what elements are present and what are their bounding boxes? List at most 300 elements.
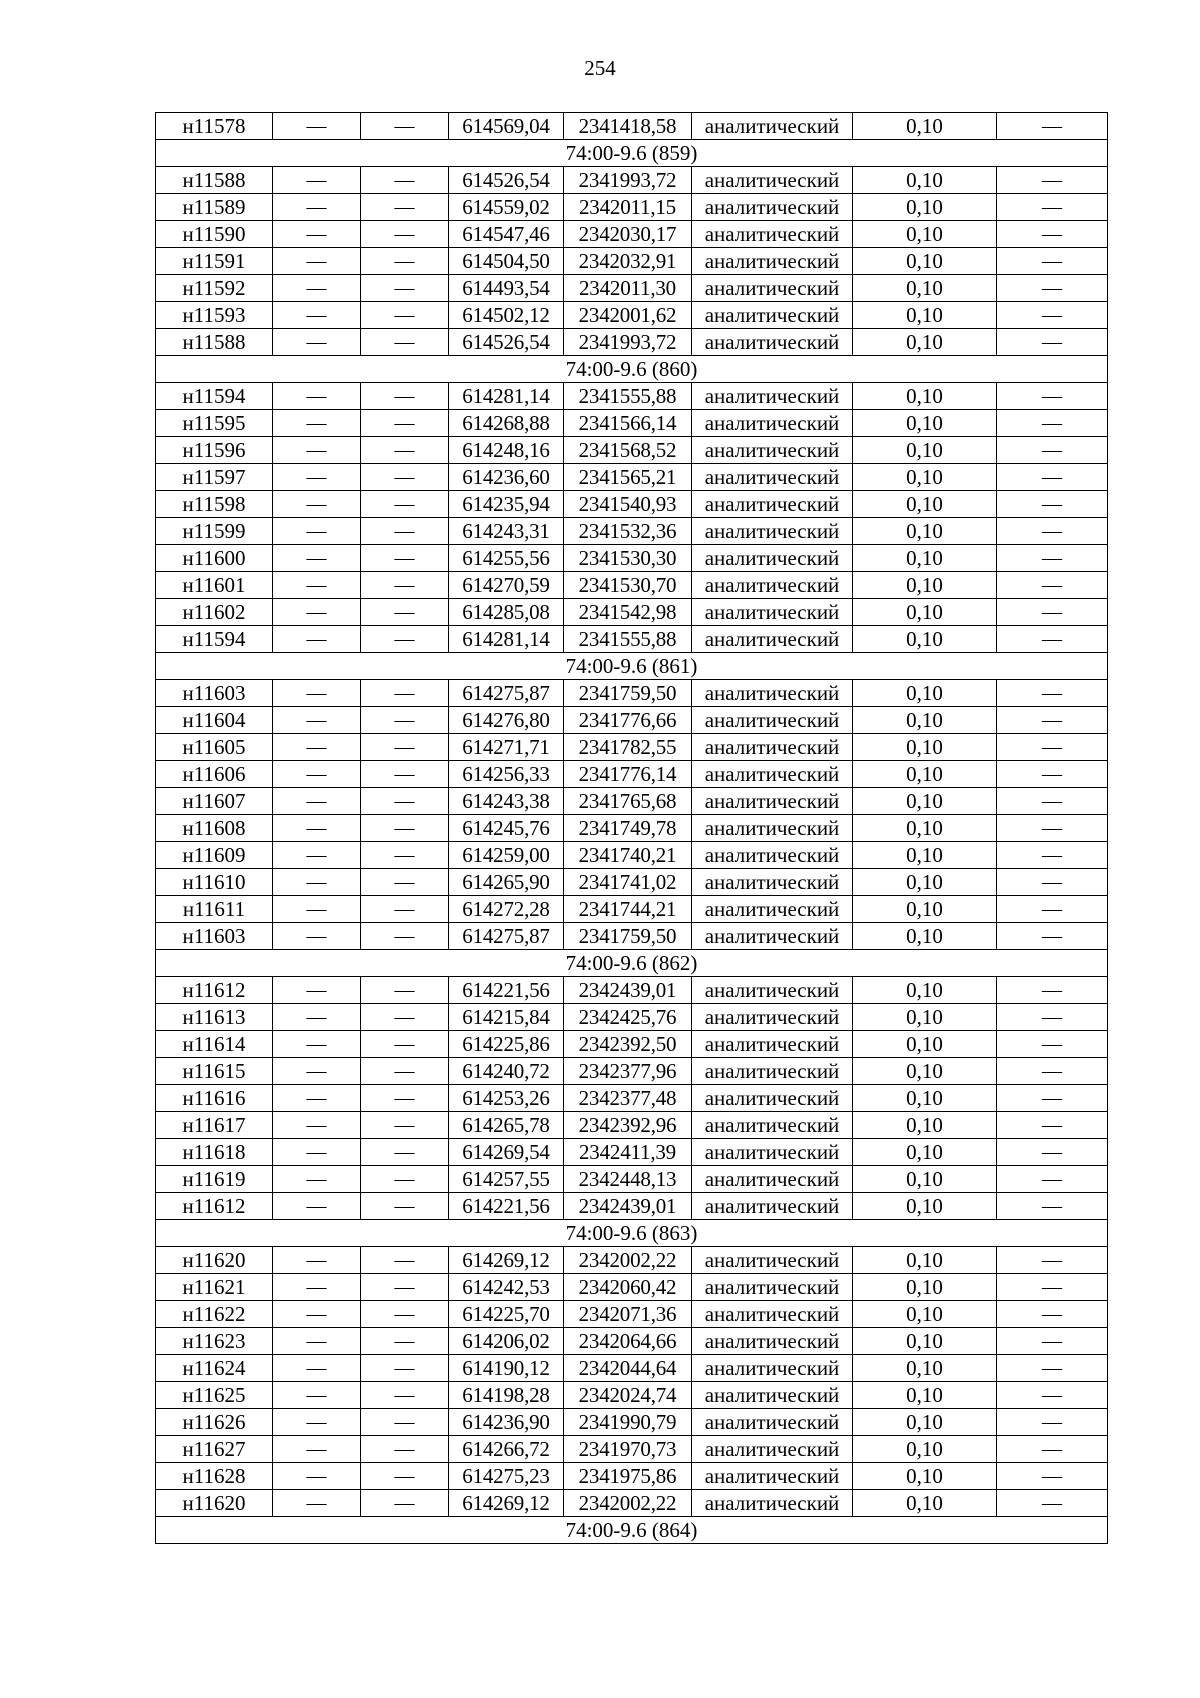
y-coordinate-cell: 2342060,42	[564, 1274, 692, 1301]
dash-cell: —	[997, 1301, 1108, 1328]
dash-cell: —	[273, 1031, 361, 1058]
method-cell: аналитический	[692, 1355, 853, 1382]
dash-cell: —	[273, 113, 361, 140]
y-coordinate-cell: 2342011,30	[564, 275, 692, 302]
table-row	[156, 248, 1108, 275]
point-id-cell: н11592	[156, 275, 273, 302]
dash-cell: —	[361, 518, 449, 545]
y-coordinate-cell: 2341759,50	[564, 680, 692, 707]
y-coordinate-cell: 2342024,74	[564, 1382, 692, 1409]
table-row	[156, 329, 1108, 356]
method-cell: аналитический	[692, 896, 853, 923]
dash-cell: —	[997, 1058, 1108, 1085]
x-coordinate-cell: 614266,72	[449, 1436, 564, 1463]
point-id-cell: н11622	[156, 1301, 273, 1328]
accuracy-cell: 0,10	[853, 599, 997, 626]
x-coordinate-cell: 614502,12	[449, 302, 564, 329]
y-coordinate-cell: 2342071,36	[564, 1301, 692, 1328]
method-cell: аналитический	[692, 113, 853, 140]
table-row	[156, 464, 1108, 491]
dash-cell: —	[997, 842, 1108, 869]
y-coordinate-cell: 2341993,72	[564, 167, 692, 194]
accuracy-cell: 0,10	[853, 410, 997, 437]
x-coordinate-cell: 614271,71	[449, 734, 564, 761]
table-row	[156, 302, 1108, 329]
dash-cell: —	[273, 275, 361, 302]
dash-cell: —	[273, 1409, 361, 1436]
dash-cell: —	[997, 1409, 1108, 1436]
x-coordinate-cell: 614240,72	[449, 1058, 564, 1085]
page-number: 254	[584, 56, 616, 80]
x-coordinate-cell: 614243,38	[449, 788, 564, 815]
x-coordinate-cell: 614236,60	[449, 464, 564, 491]
table-row	[156, 1139, 1108, 1166]
dash-cell: —	[273, 1490, 361, 1517]
y-coordinate-cell: 2342002,22	[564, 1247, 692, 1274]
section-header-row	[156, 356, 1108, 383]
y-coordinate-cell: 2341782,55	[564, 734, 692, 761]
accuracy-cell: 0,10	[853, 1139, 997, 1166]
table-row	[156, 1436, 1108, 1463]
table-row	[156, 1301, 1108, 1328]
dash-cell: —	[997, 896, 1108, 923]
dash-cell: —	[997, 221, 1108, 248]
point-id-cell: н11607	[156, 788, 273, 815]
dash-cell: —	[361, 599, 449, 626]
method-cell: аналитический	[692, 167, 853, 194]
dash-cell: —	[273, 410, 361, 437]
point-id-cell: н11597	[156, 464, 273, 491]
method-cell: аналитический	[692, 248, 853, 275]
x-coordinate-cell: 614285,08	[449, 599, 564, 626]
dash-cell: —	[997, 383, 1108, 410]
accuracy-cell: 0,10	[853, 518, 997, 545]
dash-cell: —	[273, 167, 361, 194]
y-coordinate-cell: 2341530,30	[564, 545, 692, 572]
accuracy-cell: 0,10	[853, 680, 997, 707]
dash-cell: —	[361, 491, 449, 518]
accuracy-cell: 0,10	[853, 194, 997, 221]
dash-cell: —	[273, 518, 361, 545]
dash-cell: —	[997, 680, 1108, 707]
table-row	[156, 410, 1108, 437]
accuracy-cell: 0,10	[853, 383, 997, 410]
dash-cell: —	[273, 1193, 361, 1220]
point-id-cell: н11620	[156, 1247, 273, 1274]
accuracy-cell: 0,10	[853, 1193, 997, 1220]
accuracy-cell: 0,10	[853, 815, 997, 842]
x-coordinate-cell: 614225,70	[449, 1301, 564, 1328]
dash-cell: —	[997, 464, 1108, 491]
x-coordinate-cell: 614272,28	[449, 896, 564, 923]
section-label: 74:00-9.6 (862)	[156, 950, 1108, 977]
method-cell: аналитический	[692, 1004, 853, 1031]
point-id-cell: н11611	[156, 896, 273, 923]
point-id-cell: н11598	[156, 491, 273, 518]
accuracy-cell: 0,10	[853, 788, 997, 815]
y-coordinate-cell: 2342032,91	[564, 248, 692, 275]
dash-cell: —	[273, 1112, 361, 1139]
section-label: 74:00-9.6 (863)	[156, 1220, 1108, 1247]
accuracy-cell: 0,10	[853, 923, 997, 950]
dash-cell: —	[273, 1274, 361, 1301]
dash-cell: —	[997, 518, 1108, 545]
dash-cell: —	[361, 1301, 449, 1328]
y-coordinate-cell: 2342439,01	[564, 1193, 692, 1220]
table-row	[156, 788, 1108, 815]
accuracy-cell: 0,10	[853, 113, 997, 140]
x-coordinate-cell: 614243,31	[449, 518, 564, 545]
dash-cell: —	[273, 248, 361, 275]
method-cell: аналитический	[692, 680, 853, 707]
accuracy-cell: 0,10	[853, 572, 997, 599]
table-row	[156, 1409, 1108, 1436]
method-cell: аналитический	[692, 1301, 853, 1328]
coordinates-table-body	[156, 113, 1108, 1544]
dash-cell: —	[361, 1058, 449, 1085]
dash-cell: —	[997, 1193, 1108, 1220]
point-id-cell: н11589	[156, 194, 273, 221]
dash-cell: —	[361, 1436, 449, 1463]
y-coordinate-cell: 2341418,58	[564, 113, 692, 140]
accuracy-cell: 0,10	[853, 1166, 997, 1193]
method-cell: аналитический	[692, 275, 853, 302]
point-id-cell: н11612	[156, 1193, 273, 1220]
dash-cell: —	[997, 167, 1108, 194]
dash-cell: —	[273, 545, 361, 572]
table-row	[156, 707, 1108, 734]
dash-cell: —	[361, 1004, 449, 1031]
table-row	[156, 1247, 1108, 1274]
x-coordinate-cell: 614269,12	[449, 1490, 564, 1517]
method-cell: аналитический	[692, 1382, 853, 1409]
x-coordinate-cell: 614221,56	[449, 1193, 564, 1220]
point-id-cell: н11624	[156, 1355, 273, 1382]
method-cell: аналитический	[692, 383, 853, 410]
method-cell: аналитический	[692, 1436, 853, 1463]
y-coordinate-cell: 2341530,70	[564, 572, 692, 599]
dash-cell: —	[361, 1382, 449, 1409]
x-coordinate-cell: 614493,54	[449, 275, 564, 302]
dash-cell: —	[997, 626, 1108, 653]
y-coordinate-cell: 2341568,52	[564, 437, 692, 464]
y-coordinate-cell: 2342411,39	[564, 1139, 692, 1166]
table-row	[156, 1058, 1108, 1085]
y-coordinate-cell: 2342011,15	[564, 194, 692, 221]
dash-cell: —	[997, 491, 1108, 518]
method-cell: аналитический	[692, 734, 853, 761]
method-cell: аналитический	[692, 518, 853, 545]
x-coordinate-cell: 614275,23	[449, 1463, 564, 1490]
dash-cell: —	[997, 545, 1108, 572]
dash-cell: —	[361, 329, 449, 356]
dash-cell: —	[361, 545, 449, 572]
method-cell: аналитический	[692, 221, 853, 248]
accuracy-cell: 0,10	[853, 221, 997, 248]
dash-cell: —	[997, 1274, 1108, 1301]
method-cell: аналитический	[692, 1490, 853, 1517]
y-coordinate-cell: 2341749,78	[564, 815, 692, 842]
point-id-cell: н11609	[156, 842, 273, 869]
table-row	[156, 491, 1108, 518]
accuracy-cell: 0,10	[853, 1004, 997, 1031]
table-row	[156, 869, 1108, 896]
table-row	[156, 734, 1108, 761]
method-cell: аналитический	[692, 1031, 853, 1058]
table-row	[156, 1274, 1108, 1301]
x-coordinate-cell: 614275,87	[449, 923, 564, 950]
dash-cell: —	[273, 1301, 361, 1328]
dash-cell: —	[997, 1031, 1108, 1058]
dash-cell: —	[273, 221, 361, 248]
dash-cell: —	[361, 788, 449, 815]
table-row	[156, 1490, 1108, 1517]
x-coordinate-cell: 614225,86	[449, 1031, 564, 1058]
method-cell: аналитический	[692, 1193, 853, 1220]
point-id-cell: н11620	[156, 1490, 273, 1517]
table-row	[156, 518, 1108, 545]
dash-cell: —	[273, 869, 361, 896]
dash-cell: —	[273, 302, 361, 329]
point-id-cell: н11599	[156, 518, 273, 545]
y-coordinate-cell: 2341532,36	[564, 518, 692, 545]
y-coordinate-cell: 2342377,96	[564, 1058, 692, 1085]
method-cell: аналитический	[692, 329, 853, 356]
dash-cell: —	[361, 626, 449, 653]
accuracy-cell: 0,10	[853, 1436, 997, 1463]
dash-cell: —	[361, 1139, 449, 1166]
dash-cell: —	[361, 221, 449, 248]
x-coordinate-cell: 614269,54	[449, 1139, 564, 1166]
dash-cell: —	[361, 437, 449, 464]
point-id-cell: н11623	[156, 1328, 273, 1355]
dash-cell: —	[361, 1166, 449, 1193]
dash-cell: —	[361, 977, 449, 1004]
x-coordinate-cell: 614256,33	[449, 761, 564, 788]
y-coordinate-cell: 2341740,21	[564, 842, 692, 869]
dash-cell: —	[361, 761, 449, 788]
dash-cell: —	[997, 1112, 1108, 1139]
dash-cell: —	[361, 815, 449, 842]
x-coordinate-cell: 614269,12	[449, 1247, 564, 1274]
point-id-cell: н11625	[156, 1382, 273, 1409]
point-id-cell: н11593	[156, 302, 273, 329]
dash-cell: —	[997, 1490, 1108, 1517]
accuracy-cell: 0,10	[853, 1463, 997, 1490]
y-coordinate-cell: 2342030,17	[564, 221, 692, 248]
y-coordinate-cell: 2341744,21	[564, 896, 692, 923]
table-row	[156, 923, 1108, 950]
section-header-row	[156, 140, 1108, 167]
dash-cell: —	[361, 1085, 449, 1112]
accuracy-cell: 0,10	[853, 464, 997, 491]
dash-cell: —	[361, 464, 449, 491]
dash-cell: —	[273, 1463, 361, 1490]
accuracy-cell: 0,10	[853, 977, 997, 1004]
dash-cell: —	[361, 113, 449, 140]
table-row	[156, 842, 1108, 869]
table-row	[156, 1004, 1108, 1031]
dash-cell: —	[997, 437, 1108, 464]
x-coordinate-cell: 614190,12	[449, 1355, 564, 1382]
dash-cell: —	[361, 1247, 449, 1274]
point-id-cell: н11604	[156, 707, 273, 734]
dash-cell: —	[997, 599, 1108, 626]
method-cell: аналитический	[692, 626, 853, 653]
accuracy-cell: 0,10	[853, 437, 997, 464]
x-coordinate-cell: 614242,53	[449, 1274, 564, 1301]
accuracy-cell: 0,10	[853, 167, 997, 194]
table-row	[156, 113, 1108, 140]
method-cell: аналитический	[692, 545, 853, 572]
point-id-cell: н11610	[156, 869, 273, 896]
point-id-cell: н11603	[156, 680, 273, 707]
dash-cell: —	[361, 302, 449, 329]
dash-cell: —	[997, 977, 1108, 1004]
accuracy-cell: 0,10	[853, 707, 997, 734]
table-row	[156, 437, 1108, 464]
accuracy-cell: 0,10	[853, 1490, 997, 1517]
accuracy-cell: 0,10	[853, 869, 997, 896]
x-coordinate-cell: 614265,78	[449, 1112, 564, 1139]
x-coordinate-cell: 614526,54	[449, 167, 564, 194]
dash-cell: —	[361, 869, 449, 896]
dash-cell: —	[273, 680, 361, 707]
dash-cell: —	[997, 734, 1108, 761]
section-label: 74:00-9.6 (860)	[156, 356, 1108, 383]
point-id-cell: н11617	[156, 1112, 273, 1139]
x-coordinate-cell: 614270,59	[449, 572, 564, 599]
dash-cell: —	[361, 734, 449, 761]
table-row	[156, 626, 1108, 653]
table-row	[156, 1463, 1108, 1490]
dash-cell: —	[273, 1139, 361, 1166]
y-coordinate-cell: 2341741,02	[564, 869, 692, 896]
y-coordinate-cell: 2341540,93	[564, 491, 692, 518]
x-coordinate-cell: 614569,04	[449, 113, 564, 140]
dash-cell: —	[273, 572, 361, 599]
dash-cell: —	[273, 923, 361, 950]
method-cell: аналитический	[692, 491, 853, 518]
dash-cell: —	[273, 1166, 361, 1193]
x-coordinate-cell: 614268,88	[449, 410, 564, 437]
table-row	[156, 896, 1108, 923]
y-coordinate-cell: 2342064,66	[564, 1328, 692, 1355]
accuracy-cell: 0,10	[853, 1382, 997, 1409]
dash-cell: —	[361, 1193, 449, 1220]
accuracy-cell: 0,10	[853, 329, 997, 356]
dash-cell: —	[361, 1490, 449, 1517]
x-coordinate-cell: 614255,56	[449, 545, 564, 572]
point-id-cell: н11614	[156, 1031, 273, 1058]
method-cell: аналитический	[692, 1058, 853, 1085]
method-cell: аналитический	[692, 1247, 853, 1274]
method-cell: аналитический	[692, 464, 853, 491]
y-coordinate-cell: 2341970,73	[564, 1436, 692, 1463]
method-cell: аналитический	[692, 1085, 853, 1112]
y-coordinate-cell: 2341566,14	[564, 410, 692, 437]
x-coordinate-cell: 614547,46	[449, 221, 564, 248]
point-id-cell: н11615	[156, 1058, 273, 1085]
point-id-cell: н11618	[156, 1139, 273, 1166]
dash-cell: —	[361, 248, 449, 275]
table-row	[156, 1031, 1108, 1058]
y-coordinate-cell: 2341975,86	[564, 1463, 692, 1490]
dash-cell: —	[997, 1355, 1108, 1382]
point-id-cell: н11621	[156, 1274, 273, 1301]
point-id-cell: н11626	[156, 1409, 273, 1436]
method-cell: аналитический	[692, 1328, 853, 1355]
accuracy-cell: 0,10	[853, 734, 997, 761]
accuracy-cell: 0,10	[853, 545, 997, 572]
dash-cell: —	[273, 383, 361, 410]
point-id-cell: н11603	[156, 923, 273, 950]
dash-cell: —	[997, 1463, 1108, 1490]
dash-cell: —	[273, 194, 361, 221]
method-cell: аналитический	[692, 599, 853, 626]
point-id-cell: н11602	[156, 599, 273, 626]
table-row	[156, 1112, 1108, 1139]
x-coordinate-cell: 614257,55	[449, 1166, 564, 1193]
accuracy-cell: 0,10	[853, 491, 997, 518]
point-id-cell: н11627	[156, 1436, 273, 1463]
y-coordinate-cell: 2342448,13	[564, 1166, 692, 1193]
dash-cell: —	[361, 275, 449, 302]
dash-cell: —	[997, 1139, 1108, 1166]
accuracy-cell: 0,10	[853, 1301, 997, 1328]
y-coordinate-cell: 2341565,21	[564, 464, 692, 491]
dash-cell: —	[997, 815, 1108, 842]
point-id-cell: н11608	[156, 815, 273, 842]
dash-cell: —	[273, 1382, 361, 1409]
y-coordinate-cell: 2341990,79	[564, 1409, 692, 1436]
method-cell: аналитический	[692, 437, 853, 464]
point-id-cell: н11605	[156, 734, 273, 761]
dash-cell: —	[997, 1166, 1108, 1193]
section-header-row	[156, 1220, 1108, 1247]
accuracy-cell: 0,10	[853, 842, 997, 869]
dash-cell: —	[273, 842, 361, 869]
dash-cell: —	[273, 1328, 361, 1355]
method-cell: аналитический	[692, 842, 853, 869]
dash-cell: —	[997, 1085, 1108, 1112]
dash-cell: —	[361, 896, 449, 923]
dash-cell: —	[273, 977, 361, 1004]
x-coordinate-cell: 614245,76	[449, 815, 564, 842]
method-cell: аналитический	[692, 869, 853, 896]
y-coordinate-cell: 2341555,88	[564, 626, 692, 653]
dash-cell: —	[273, 1436, 361, 1463]
dash-cell: —	[273, 707, 361, 734]
x-coordinate-cell: 614198,28	[449, 1382, 564, 1409]
dash-cell: —	[997, 761, 1108, 788]
dash-cell: —	[273, 599, 361, 626]
dash-cell: —	[997, 275, 1108, 302]
method-cell: аналитический	[692, 194, 853, 221]
y-coordinate-cell: 2342001,62	[564, 302, 692, 329]
table-row	[156, 1355, 1108, 1382]
point-id-cell: н11628	[156, 1463, 273, 1490]
dash-cell: —	[361, 1112, 449, 1139]
accuracy-cell: 0,10	[853, 896, 997, 923]
section-label: 74:00-9.6 (864)	[156, 1517, 1108, 1544]
method-cell: аналитический	[692, 410, 853, 437]
x-coordinate-cell: 614236,90	[449, 1409, 564, 1436]
table-row	[156, 977, 1108, 1004]
dash-cell: —	[273, 329, 361, 356]
y-coordinate-cell: 2342439,01	[564, 977, 692, 1004]
method-cell: аналитический	[692, 1112, 853, 1139]
